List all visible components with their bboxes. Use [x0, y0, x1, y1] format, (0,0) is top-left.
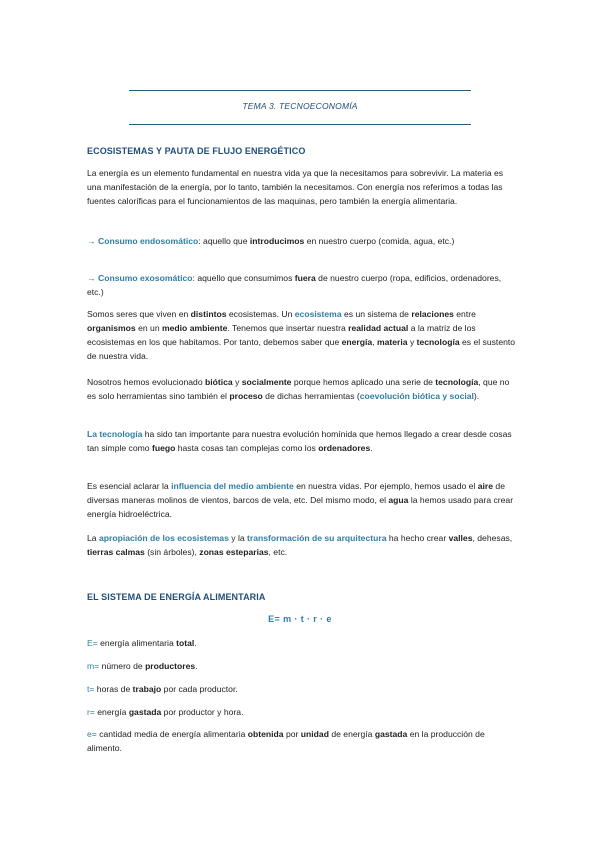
paragraph-tecnologia: La tecnología ha sido tan importante para nuestra evolución homínida que hemos llegado a crear desde cosas tan simple como fuego hasta cosas tan complejas como los ordenadores. — [87, 429, 512, 453]
definition-t: t= horas de trabajo por cada productor. — [87, 684, 238, 694]
definition-E: E= energía alimentaria total. — [87, 638, 197, 648]
formula-energia-alimentaria: E= m · t · r · e — [268, 614, 332, 624]
term-consumo-exosomatico: Consumo exosomático — [97, 273, 193, 283]
header-rule-bottom — [129, 124, 471, 125]
term-consumo-endosomatico: Consumo endosomático — [97, 236, 199, 246]
paragraph-energia: La energía es un elemento fundamental en nuestra vida ya que la necesitamos para sobrevivir. La materia es una manifestación de la energía, por lo tanto, también la necesitamos. Con energía nos referimos a todas las fuentes caloríficas para el funcionamientos de las maquinas, pero también la energía alimentaria. — [87, 168, 504, 206]
paragraph-ecosistemas: Somos seres que viven en distintos ecosistemas. Un ecosistema es un sistema de relaciones entre organismos en un medio ambiente. Tenemos que insertar nuestra realidad actual a la matriz de los ecosistemas en los que habitamos. Por tanto, debemos saber que energía, materia y tecnología es el sustento de nuestra vida. — [87, 309, 516, 361]
header-rule-top — [129, 90, 471, 91]
paragraph-consumo-endosomatico: → Consumo endosomático: aquello que introducimos en nuestro cuerpo (comida, agua, etc.) — [87, 236, 455, 246]
definition-e: e= cantidad media de energía alimentaria obtenida por unidad de energía gastada en la producción de alimento. — [87, 729, 485, 753]
paragraph-consumo-exosomatico: → Consumo exosomático: aquello que consumimos fuera de nuestro cuerpo (ropa, edificios, ordenadores, etc.) — [87, 273, 502, 297]
paragraph-medio-ambiente: Es esencial aclarar la influencia del medio ambiente en nuestra vidas. Por ejemplo, hemos usado el aire de diversas maneras molinos de vientos, barcos de vela, etc. Del mismo modo, el agua la hemos usado para crear energía hidroeléctrica. — [87, 481, 514, 519]
arrow-right-icon: → — [87, 273, 96, 283]
section-heading-energia-alimentaria: EL SISTEMA DE ENERGÍA ALIMENTARIA — [87, 592, 266, 602]
section-heading-ecosistemas: ECOSISTEMAS Y PAUTA DE FLUJO ENERGÉTICO — [87, 146, 306, 156]
arrow-right-icon: → — [87, 236, 96, 246]
paragraph-apropiacion: La apropiación de los ecosistemas y la transformación de su arquitectura ha hecho crear valles, dehesas, tierras calmas (sin árboles), zonas esteparias, etc. — [87, 533, 513, 557]
page-header-title: TEMA 3. TECNOECONOMÍA — [242, 101, 358, 111]
paragraph-evolucion: Nosotros hemos evolucionado biótica y socialmente porque hemos aplicado una serie de tecnología, que no es solo herramientas sino también el proceso de dichas herramientas (coevolución biótica y social). — [87, 377, 510, 401]
definition-m: m= número de productores. — [87, 661, 198, 671]
definition-r: r= energía gastada por productor y hora. — [87, 707, 244, 717]
